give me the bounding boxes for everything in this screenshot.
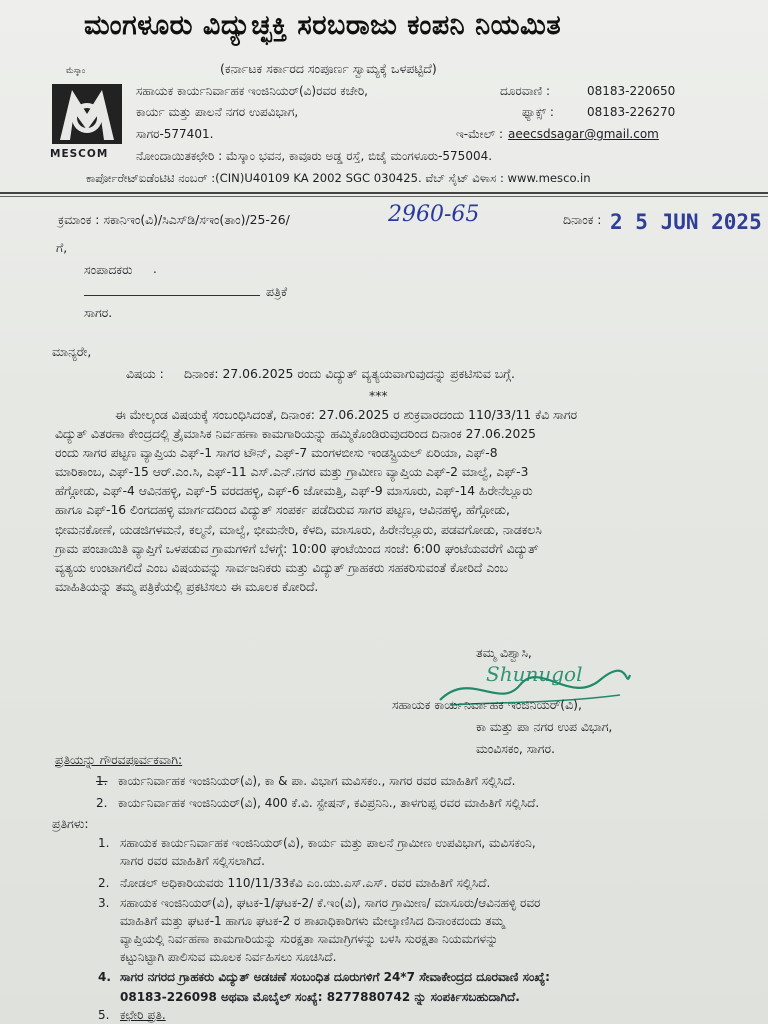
fax-value: 08183-226270	[587, 105, 676, 119]
copy-respect-item: 1. ಕಾರ್ಯನಿರ್ವಾಹಕ ಇಂಜಿನಿಯರ್(ವಿ), ಕಾ & ಪಾ. ವಿಭಾಗ ಮವಿಸಕಂ., ಸಾಗರ ರವರ ಮಾಹಿತಿಗೆ ಸಲ್ಲಿಸಿದೆ.	[96, 774, 516, 788]
body-line: ಹಾಗೂ ಎಫ್-16 ಲಿಂಗದಹಳ್ಳಿ ಮಾರ್ಗದದಿಂದ ವಿದ್ಯುತ್ ಸಂಪರ್ಕ ಪಡೆದಿರುವ ಸಾಗರ ಪಟ್ಟಣ, ಆವಿನಹಳ್ಳಿ, ಹೆಗ್ಗೋಡು,	[55, 503, 510, 518]
subject-stars: ***	[369, 388, 388, 403]
copy-item: 4. ಸಾಗರ ನಗರದ ಗ್ರಾಹಕರು ವಿದ್ಯುತ್ ಅಡಚಣೆ ಸಂಬಂಧಿತ ದೂರುಗಳಿಗೆ 24*7 ಸೇವಾಕೇಂದ್ರದ ದೂರವಾಣಿ ಸಂಖ್ಯೆ:	[98, 970, 550, 984]
signatory-division: ಕಾ ಮತ್ತು ಪಾ ನಗರ ಉಪ ವಿಭಾಗ,	[476, 719, 613, 734]
copy-item: 2. ನೋಡಲ್ ಅಧಿಕಾರಿಯವರು 110/11/33ಕೆವಿ ಎಂ.ಯು.ಎಸ್.ಎಸ್. ರವರ ಮಾಹಿತಿಗೆ ಸಲ್ಲಿಸಿದೆ.	[98, 876, 491, 890]
to-ge: ಗೆ,	[56, 240, 68, 255]
subject-text: ದಿನಾಂಕ: 27.06.2025 ರಂದು ವಿದ್ಯುತ್ ವ್ಯತ್ಯಯವಾಗುವುದನ್ನು ಪ್ರಕಟಿಸುವ ಬಗ್ಗೆ.	[184, 366, 515, 381]
to-editor: ಸಂಪಾದಕರು	[84, 262, 133, 277]
org-subtitle: (ಕರ್ನಾಟಕ ಸರ್ಕಾರದ ಸಂಪೂರ್ಣ ಸ್ವಾಮ್ಯಕ್ಕೆ ಒಳಪಟ್ಟಿದೆ)	[220, 61, 437, 76]
registered-office: ನೋಂದಾಯಿತಕಛೇರಿ : ಮೆಸ್ಕಾಂ ಭವನ, ಕಾವೂರು ಅಡ್ಡ ರಸ್ತೆ, ಬಿಜೈ ಮಂಗಳೂರು-575004.	[136, 149, 493, 163]
copy-respect-heading: ಪ್ರತಿಯನ್ನು ಗೌರವಪೂರ್ವಕವಾಗಿ:	[55, 752, 183, 767]
yours-faithfully: ತಮ್ಮ ವಿಶ್ವಾಸಿ,	[476, 645, 532, 660]
body-line: ಮಾರಿಕಾಂಬ, ಎಫ್-15 ಆರ್.ಎಂ.ಸಿ, ಎಫ್-11 ಎಸ್.ಎನ್.ನಗರ ಮತ್ತು ಗ್ರಾಮೀಣ ವ್ಯಾಪ್ತಿಯ ಎಫ್-2 ಮಾಲ್ವೆ, ಎಫ್-3	[55, 465, 529, 480]
body-line: ಗ್ರಾಮ ಪಂಚಾಯಿತಿ ವ್ಯಾಪ್ತಿಗೆ ಒಳಪಡುವ ಗ್ರಾಮಗಳಿಗೆ ಬೆಳಗ್ಗೆ: 10:00 ಘಂಟೆಯಿಂದ ಸಂಜೆ: 6:00 ಘಂಟೆಯವರೆಗೆ ವಿದ್ಯುತ್	[55, 541, 539, 556]
newspaper-line	[84, 284, 287, 300]
body-line: ರಂದು ಸಾಗರ ಪಟ್ಟಣ ವ್ಯಾಪ್ತಿಯ ಎಫ್-1 ಸಾಗರ ಟೌನ್, ಎಫ್-7 ಮಂಗಳಬೀಸು ಇಂಡಸ್ಟ್ರಿಯಲ್ ಏರಿಯಾ, ಎಫ್-8	[55, 446, 498, 461]
office-line-1: ಸಹಾಯಕ ಕಾರ್ಯನಿರ್ವಾಹಕ ಇಂಜಿನಿಯರ್(ವಿ)ರವರ ಕಚೇರಿ,	[136, 84, 368, 98]
signatory-designation: ಸಹಾಯಕ ಕಾರ್ಯನಿರ್ವಾಹಕ ಇಂಜಿನಿಯರ್(ವಿ),	[392, 697, 582, 712]
logo-top-text: ಮೆಸ್ಕಾಂ	[66, 66, 86, 75]
email-label: ಇ-ಮೇಲ್ :	[456, 127, 503, 141]
copy-item: 1. ಸಹಾಯಕ ಕಾರ್ಯನಿರ್ವಾಹಕ ಇಂಜಿನಿಯರ್(ವಿ), ಕಾರ್ಯ ಮತ್ತು ಪಾಲನೆ ಗ್ರಾಮೀಣ ಉಪವಿಭಾಗ, ಮವಿಸಕಂನಿ,	[98, 836, 536, 850]
copy-respect-item: 2. ಕಾರ್ಯನಿರ್ವಾಹಕ ಇಂಜಿನಿಯರ್(ವಿ), 400 ಕೆ.ವಿ. ಸ್ಟೇಷನ್, ಕವಿಪ್ರನಿನಿ., ತಾಳಗುಪ್ಪ ರವರ ಮಾಹಿತಿಗೆ ಸಲ್ಲಿಸಿದೆ.	[96, 796, 540, 810]
fax-label: ಫ್ಯಾಕ್ಸ್ :	[522, 105, 554, 119]
header-divider	[0, 192, 768, 194]
office-line-3: ಸಾಗರ-577401.	[136, 127, 214, 141]
newspaper-label: ಪತ್ರಿಕೆ	[266, 284, 288, 299]
phone-value: 08183-220650	[587, 84, 676, 98]
signature: Shunugol	[486, 662, 583, 686]
copy-item: 5. ಕಛೇರಿ ಪ್ರತಿ.	[98, 1008, 166, 1022]
copy-item-cont: ಕಟ್ಟುನಿಟ್ಟಾಗಿ ಪಾಲಿಸುವ ಮೂಲಕ ನಿರ್ವಹಿಸಲು ಸೂಚಿಸಿದೆ.	[120, 950, 337, 964]
body-line: ಈ ಮೇಲ್ಕಂಡ ವಿಷಯಕ್ಕೆ ಸಂಬಂಧಿಸಿದಂತೆ, ದಿನಾಂಕ: 27.06.2025 ರ ಶುಕ್ರವಾರದಂದು 110/33/11 ಕೆವಿ ಸಾಗರ	[115, 408, 577, 422]
signatory-office: ಮಂವಿಸಕಂ, ಸಾಗರ.	[476, 741, 555, 756]
date-label: ದಿನಾಂಕ :	[563, 212, 602, 227]
email-link[interactable]: aeecsdsagar@gmail.com	[508, 127, 659, 141]
body-paragraph	[55, 406, 745, 597]
mescom-logo	[48, 68, 126, 158]
cin-line: ಕಾರ್ಪೋರೇಟ್ಐಡೆಂಟಿಟಿ ನಂಬರ್ :(CIN)U40109 KA 2002 SGC 030425. ವೆಬ್ ಸೈಟ್ ವಿಳಾಸ : www.mesco.in	[86, 171, 591, 185]
handwritten-ref-number: 2960-65	[388, 202, 480, 227]
to-place: ಸಾಗರ.	[84, 305, 113, 320]
logo-text: MESCOM	[50, 148, 109, 160]
mescom-emblem-icon	[48, 78, 126, 152]
date-stamp: 2 5 JUN 2025	[610, 210, 762, 234]
copies-heading: ಪ್ರತಿಗಳು:	[52, 816, 89, 831]
copy-item-cont: 08183-226098 ಅಥವಾ ಮೊಬೈಲ್ ಸಂಖ್ಯೆ: 8277880742 ನ್ನು ಸಂಪರ್ಕಿಸಬಹುದಾಗಿದೆ.	[120, 990, 520, 1004]
subject-label: ವಿಷಯ :	[126, 366, 164, 381]
salutation: ಮಾನ್ಯರೇ,	[52, 344, 92, 359]
body-line: ವ್ಯತ್ಯಯ ಉಂಟಾಗಲಿದೆ ಎಂಬ ವಿಷಯವನ್ನು ಸಾರ್ವಜನಿಕರು ಮತ್ತು ವಿದ್ಯುತ್ ಗ್ರಾಹಕರು ಸಹಕರಿಸುವಂತೆ ಕೋರಿದೆ ಎಂಬ	[55, 560, 508, 575]
newspaper-blank	[84, 295, 260, 296]
body-line: ಭೀಮನಕೋಣೆ, ಯಡಜಿಗಳಮನೆ, ಕಲ್ಮನೆ, ಮಾಲ್ವೆ, ಭೀಮನೇರಿ, ಕೆಳದಿ, ಮಾಸೂರು, ಹಿರೇನೆಲ್ಲೂರು, ಪಡವಗೋಡು, ನಾಡಕಲಸಿ	[55, 522, 542, 537]
copy-item-cont: ವ್ಯಾಪ್ತಿಯಲ್ಲಿ ನಿರ್ವಹಣಾ ಕಾಮಗಾರಿಯನ್ನು ಸುರಕ್ಷತಾ ಸಾಮಾಗ್ರಿಗಳನ್ನು ಬಳಸಿ ಸುರಕ್ಷತಾ ನಿಯಮಗಳನ್ನು	[120, 932, 499, 946]
editor-dot: .	[153, 262, 157, 276]
body-line: ಮಾಹಿತಿಯನ್ನು ತಮ್ಮ ಪತ್ರಿಕೆಯಲ್ಲಿ ಪ್ರಕಟಿಸಲು ಈ ಮೂಲಕ ಕೋರಿದೆ.	[55, 579, 319, 594]
header-divider-thin	[0, 196, 768, 197]
copy-item-cont: ಮಾಹಿತಿಗೆ ಮತ್ತು ಘಟಕ-1 ಹಾಗೂ ಘಟಕ-2 ರ ಶಾಖಾಧಿಕಾರಿಗಳು ಮೇಲ್ಕಾಣಿಸಿದ ದಿನಾಂಕದಂದು ತಮ್ಮ	[120, 914, 505, 928]
phone-label: ದೂರವಾಣಿ :	[500, 84, 551, 98]
copy-item-cont: ಸಾಗರ ರವರ ಮಾಹಿತಿಗೆ ಸಲ್ಲಿಸಲಾಗಿದೆ.	[120, 854, 265, 868]
ref-number-label: ಕ್ರಮಾಂಕ : ಸಕಾನಿಇಂ(ವಿ)/ಸಿಎಸ್‌ಡಿ/ಸಇಂ(ತಾಂ)/25-26/	[58, 212, 290, 227]
body-line: ಹೆಗ್ಗೋಡು, ಎಫ್-4 ಆವಿನಹಳ್ಳಿ, ಎಫ್-5 ವರದಹಳ್ಳಿ, ಎಫ್-6 ಜೋಮತ್ತಿ, ಎಫ್-9 ಮಾಸೂರು, ಎಫ್-14 ಹಿರೇನೆಲ್ಲೂರು	[55, 484, 533, 499]
office-line-2: ಕಾರ್ಯ ಮತ್ತು ಪಾಲನೆ ನಗರ ಉಪವಿಭಾಗ,	[136, 105, 299, 119]
copy-item: 3. ಸಹಾಯಕ ಇಂಜಿನಿಯರ್(ವಿ), ಘಟಕ-1/ಘಟಕ-2/ ಕೆ.ಇಂ(ವಿ), ಸಾಗರ ಗ್ರಾಮೀಣ/ ಮಾಸೂರು/ಆವಿನಹಳ್ಳಿ ರವರ	[98, 896, 541, 910]
org-name: ಮಂಗಳೂರು ವಿದ್ಯುಚ್ಛಕ್ತಿ ಸರಬರಾಜು ಕಂಪನಿ ನಿಯಮಿತ	[84, 10, 562, 41]
body-line: ವಿದ್ಯುತ್ ವಿತರಣಾ ಕೇಂದ್ರದಲ್ಲಿ ತ್ರೈಮಾಸಿಕ ನಿರ್ವಹಣಾ ಕಾಮಗಾರಿಯನ್ನು ಹಮ್ಮಿಕೊಂಡಿರುವುದರಿಂದ ದಿನಾಂಕ 27.06.2025	[55, 427, 536, 442]
